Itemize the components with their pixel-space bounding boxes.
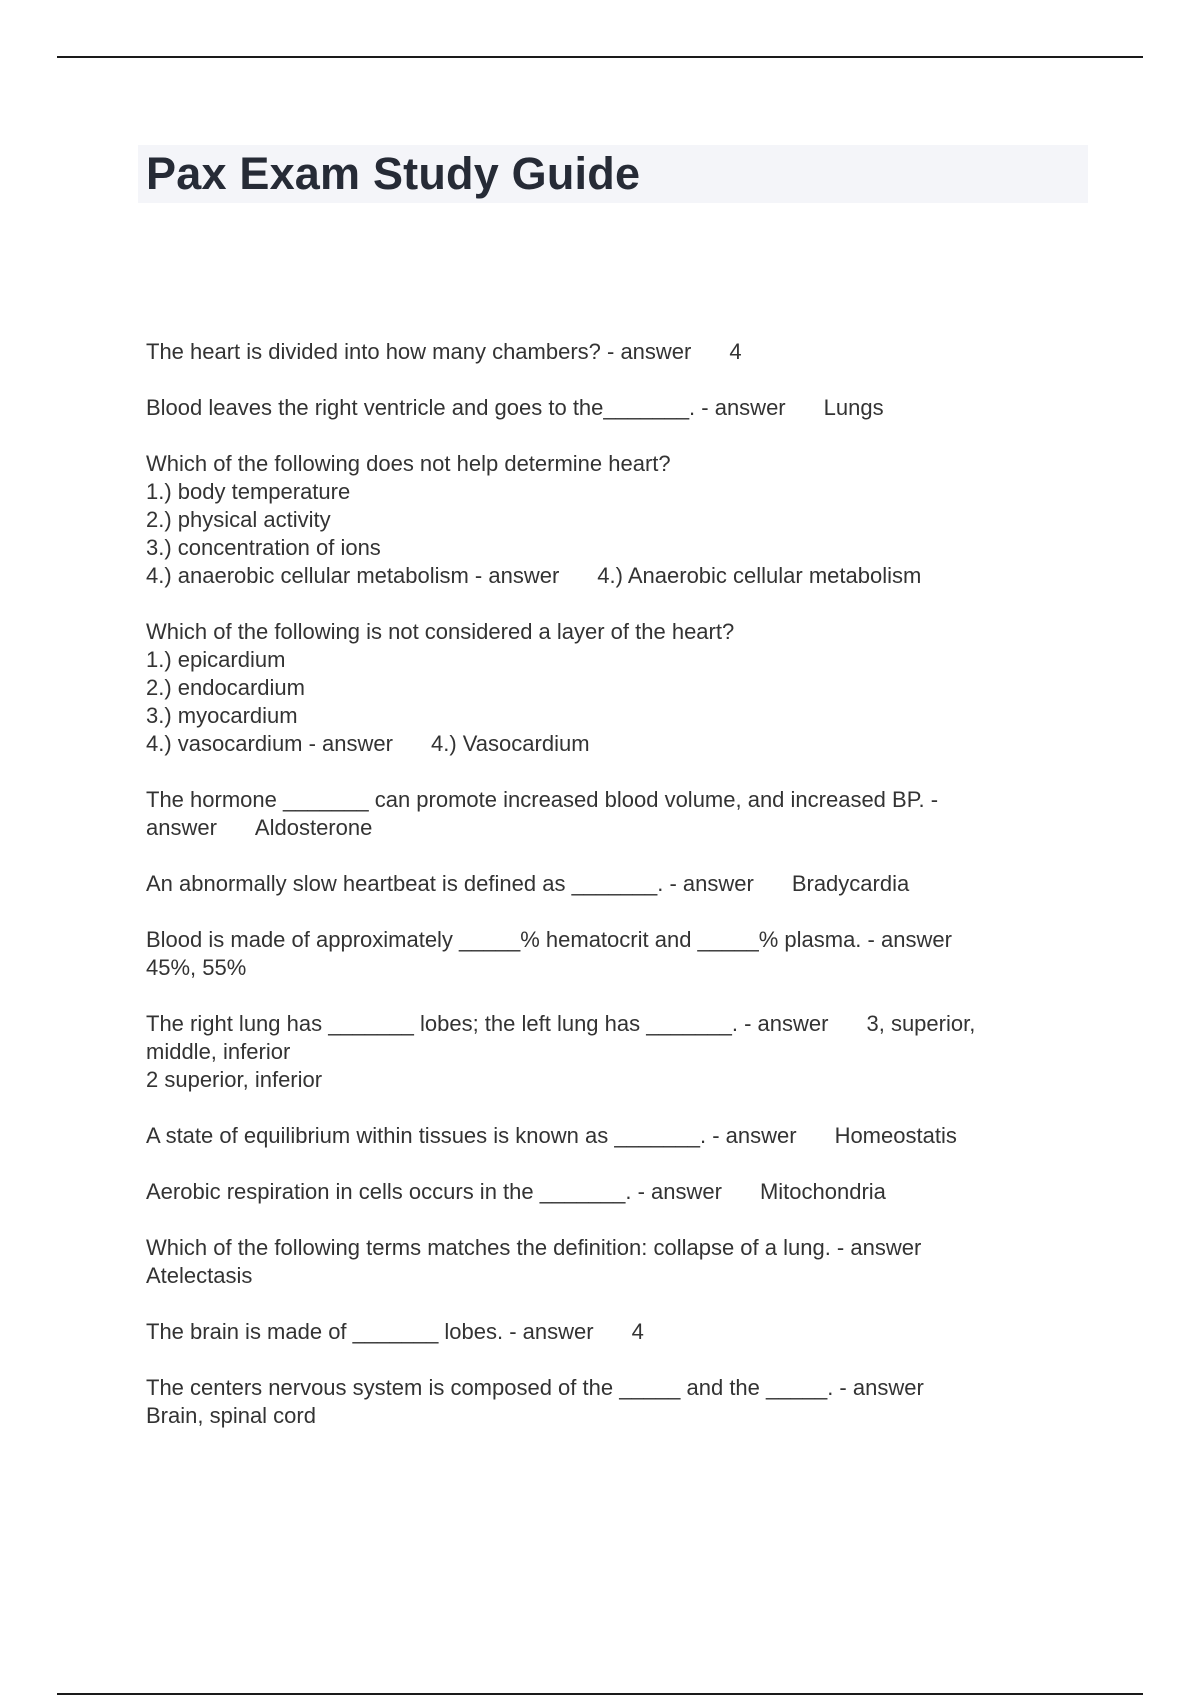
qa-item-equilibrium — [146, 1122, 1076, 1150]
qa-item-right-ventricle — [146, 394, 1076, 422]
answer-text: 4 — [631, 1319, 644, 1344]
qa-item-hormone — [146, 786, 1076, 842]
qa-item-lung-lobes — [146, 1010, 1076, 1094]
question-text: The hormone _______ can promote increased blood volume, and increased BP. - — [146, 787, 939, 812]
answer-text: Atelectasis — [146, 1263, 253, 1288]
qa-item-lung-collapse — [146, 1234, 1076, 1290]
qa-item-aerobic-respiration — [146, 1178, 1076, 1206]
qa-item-heart-layers — [146, 618, 1076, 758]
answer-text: 2 superior, inferior — [146, 1067, 323, 1092]
answer-text: Lungs — [823, 395, 884, 420]
answer-text: middle, inferior — [146, 1039, 291, 1064]
question-text: The brain is made of _______ lobes. - answer — [146, 1319, 594, 1344]
question-text: Blood leaves the right ventricle and goes to the_______. - answer — [146, 395, 786, 420]
choice-text: 1.) epicardium — [146, 647, 286, 672]
question-text: A state of equilibrium within tissues is known as _______. - answer — [146, 1123, 797, 1148]
choice-text: 2.) endocardium — [146, 675, 305, 700]
qa-item-nervous-system — [146, 1374, 1076, 1430]
bottom-rule — [57, 1693, 1143, 1695]
answer-text: 45%, 55% — [146, 955, 247, 980]
question-text: Blood is made of approximately _____% hematocrit and _____% plasma. - answer — [146, 927, 952, 952]
question-text: Which of the following does not help determine heart? — [146, 451, 671, 476]
answer-text: Aldosterone — [254, 815, 373, 840]
question-text: An abnormally slow heartbeat is defined as _______. - answer — [146, 871, 754, 896]
question-text: The heart is divided into how many chambers? - answer — [146, 339, 692, 364]
question-text: answer — [146, 815, 217, 840]
qa-item-brain-lobes — [146, 1318, 1076, 1346]
answer-text: 4.) Anaerobic cellular metabolism — [597, 563, 922, 588]
answer-text: Homeostatis — [834, 1123, 957, 1148]
answer-text: 3, superior, — [866, 1011, 976, 1036]
qa-item-heart-rate — [146, 450, 1076, 590]
answer-text: 4 — [729, 339, 742, 364]
choice-text: 3.) concentration of ions — [146, 535, 381, 560]
choice-text: 1.) body temperature — [146, 479, 351, 504]
choice-text: 4.) anaerobic cellular metabolism - answer — [146, 563, 560, 588]
answer-text: Bradycardia — [791, 871, 910, 896]
qa-list — [146, 338, 1076, 1458]
question-text: Aerobic respiration in cells occurs in the _______. - answer — [146, 1179, 722, 1204]
question-text: The centers nervous system is composed of the _____ and the _____. - answer — [146, 1375, 924, 1400]
top-rule — [57, 56, 1143, 58]
qa-item-blood-composition — [146, 926, 1076, 982]
choice-text: 2.) physical activity — [146, 507, 331, 532]
question-text: Which of the following is not considered a layer of the heart? — [146, 619, 735, 644]
question-text: The right lung has _______ lobes; the left lung has _______. - answer — [146, 1011, 829, 1036]
qa-item-slow-heartbeat — [146, 870, 1076, 898]
document-title: Pax Exam Study Guide — [146, 148, 641, 199]
answer-text: Brain, spinal cord — [146, 1403, 316, 1428]
question-text: Which of the following terms matches the definition: collapse of a lung. - answer — [146, 1235, 922, 1260]
qa-item-chambers — [146, 338, 1076, 366]
answer-text: Mitochondria — [759, 1179, 886, 1204]
answer-text: 4.) Vasocardium — [430, 731, 590, 756]
choice-text: 4.) vasocardium - answer — [146, 731, 393, 756]
choice-text: 3.) myocardium — [146, 703, 298, 728]
